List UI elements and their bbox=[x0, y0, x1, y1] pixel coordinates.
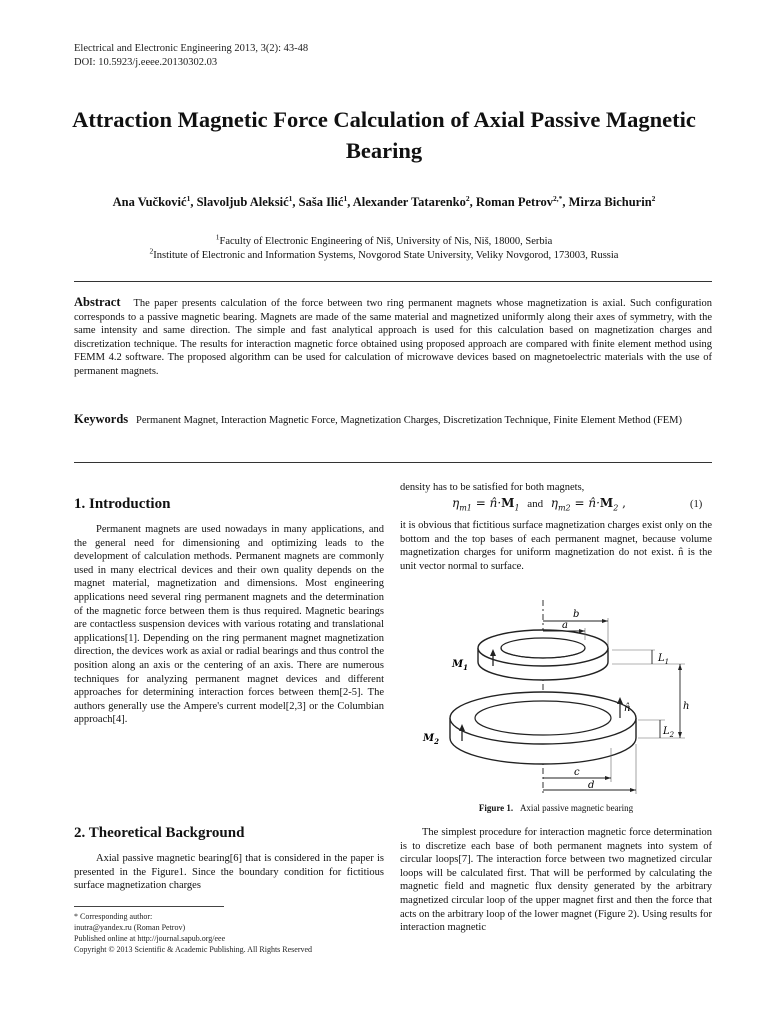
label-d: d bbox=[588, 780, 595, 791]
author-sup: 1 bbox=[186, 193, 191, 203]
affiliation-2 bbox=[40, 246, 728, 262]
figure-label: Figure 1. bbox=[478, 803, 514, 813]
label-b: b bbox=[573, 609, 580, 620]
journal-citation: Electrical and Electronic Engineering 2013, 3(2): 43-48 bbox=[74, 43, 309, 54]
lower-magnet-ring bbox=[450, 692, 636, 764]
equation-1: $\eta_{m1}$ = $n̂\cdot M_1$ and $\eta_{m2}$ = $n̂\cdot M_2$ , bbox=[452, 496, 626, 513]
doi: DOI: 10.5923/j.eeee.20130302.03 bbox=[74, 57, 218, 68]
keywords-text: Permanent Magnet, Interaction Magnetic Force, Magnetization Charges, Discretization Technique, Finite Element Method (FEM) bbox=[136, 415, 682, 426]
right-intro-line: density has to be satisfied for both magnets, bbox=[400, 482, 585, 493]
author-sup: 2 bbox=[651, 193, 656, 203]
equation-number: (1) bbox=[690, 499, 703, 510]
figure-bearing-diagram bbox=[410, 598, 710, 798]
paper-title: Attraction Magnetic Force Calculation of Axial Passive Magnetic Bearing bbox=[72, 107, 696, 163]
label-m1: $M_1$ bbox=[452, 659, 468, 672]
label-n: n̂ bbox=[624, 703, 631, 714]
figure-caption bbox=[400, 803, 712, 813]
affiliation-text: Faculty of Electronic Engineering of Niš, University of Nis, Niš, 18000, Serbia bbox=[219, 236, 553, 247]
introduction-text: Permanent magnets are used nowadays in many applications, and the general need for dimensioning and optimizing leads to the development of calculation methods. Permanent magnets are commonly used in many electrical devices and their own quality depends on the magnet material, magnetization and dimensions. Most engineering applications need several ring permanent magnets and the determination of the magnetic force between them is thus required. Magnetic bearings are contactless suspension devices with various rotating and translational applications[1]. Depending on the ring permanent magnet magnetization direction, the devices work as axial or radial bearings and thus control the position along an axis or the centering of an axis. There are numerous techniques for analyzing permanent magnet devices and different approaches for determining interaction forces between them[2-5]. The authors generally use the Ampere's current model[2,3] or the Columbian approach[4]. bbox=[74, 524, 384, 726]
theory-text: Axial passive magnetic bearing[6] that is considered in the paper is presented in the Figure1. Since the boundary condition for fictitious surface magnetization charges bbox=[74, 853, 384, 892]
abstract bbox=[74, 296, 712, 379]
author-sup: 1 bbox=[288, 193, 293, 203]
right-paragraph-1: it is obvious that fictitious surface magnetization charges exist only on the bottom and the top bases of each permanent magnet, because volume magnetization charges for uniform magnetization do not exist. n̂ is the unit vector normal to surface. bbox=[400, 520, 712, 572]
label-a: a bbox=[562, 620, 568, 631]
author-name: Alexander Tatarenko bbox=[352, 195, 466, 209]
author-sup: 2 bbox=[465, 193, 470, 203]
figure-caption-text: Axial passive magnetic bearing bbox=[519, 803, 634, 813]
author-list: Ana Vučković$^1$, Slavoljub Aleksić$^1$, Saša Ilić$^1$, Alexander Tatarenko$^2$, Roman Petrov$^{2,*}$, Mirza Bichurin$^2$ bbox=[112, 193, 656, 209]
affiliation-text: Institute of Electronic and Information Systems, Novgorod State University, Veliky Novgorod, 173003, Russia bbox=[153, 250, 619, 261]
author-name: Slavoljub Aleksić bbox=[196, 195, 289, 209]
right-paragraph-2: The simplest procedure for interaction magnetic force determination is to discretize each base of both permanent magnets into system of circular loops[7]. The interaction force between two magnetized circular loops will be calculated first. That will be performed by calculating the magnetic field and magnetic flux density generated by the arbitrary magnetized circular loop of the upper magnet first and then the force that acts on the arbitrary loop of the lower magnet (Figure 2). Using results for interaction magnetic bbox=[400, 827, 713, 934]
footnote-rule bbox=[74, 906, 224, 907]
footnote-email: inutra@yandex.ru (Roman Petrov) bbox=[74, 923, 186, 932]
footnotes bbox=[74, 911, 384, 955]
label-l2: $L_2$ bbox=[663, 726, 675, 739]
abstract-label: Abstract bbox=[74, 295, 121, 309]
author-sup: 1 bbox=[343, 193, 348, 203]
affiliation-1 bbox=[40, 232, 728, 248]
label-c: c bbox=[574, 767, 580, 778]
keywords-label: Keywords bbox=[74, 412, 129, 426]
author-sup: 2,* bbox=[553, 193, 563, 203]
section-heading-introduction: 1. Introduction bbox=[74, 496, 171, 512]
keywords bbox=[74, 413, 712, 428]
affiliation-sup: 1 bbox=[215, 232, 220, 242]
upper-magnet-ring bbox=[478, 630, 608, 680]
divider-top bbox=[74, 281, 712, 282]
label-l1: $L_1$ bbox=[658, 653, 670, 666]
footnote-published: Published online at http://journal.sapub.org/eee bbox=[74, 934, 226, 943]
author-name: Roman Petrov bbox=[475, 195, 554, 209]
author-name: Mirza Bichurin bbox=[568, 195, 652, 209]
label-m2: $M_2$ bbox=[423, 733, 439, 746]
divider-bottom bbox=[74, 462, 712, 463]
author-name: Ana Vučković bbox=[112, 195, 187, 209]
footnote-corresponding: * Corresponding author: bbox=[74, 912, 153, 921]
section-heading-theory: 2. Theoretical Background bbox=[74, 825, 245, 841]
label-h: h bbox=[683, 701, 690, 712]
author-name: Saša Ilić bbox=[298, 195, 344, 209]
abstract-text: The paper presents calculation of the force between two ring permanent magnets whose magnetization is axial. Such configuration corresponds to a passive magnetic bearing. Magnets are made of the same material and magnetized uniformly along their axes of symmetry, with the same intensity and same direction. The simple and fast analytical approach is used for this calculation based on magnetization charges and discretization technique. The results for interaction magnetic force obtained using proposed approach are compared with finite element method using FEMM 4.2 software. The proposed algorithm can be used for calculation of microwave devices based on magnetoelectric materials with the use of permanent magnets. bbox=[74, 298, 712, 377]
footnote-copyright: Copyright © 2013 Scientific & Academic Publishing. All Rights Reserved bbox=[74, 945, 313, 954]
affiliation-sup: 2 bbox=[149, 246, 154, 256]
